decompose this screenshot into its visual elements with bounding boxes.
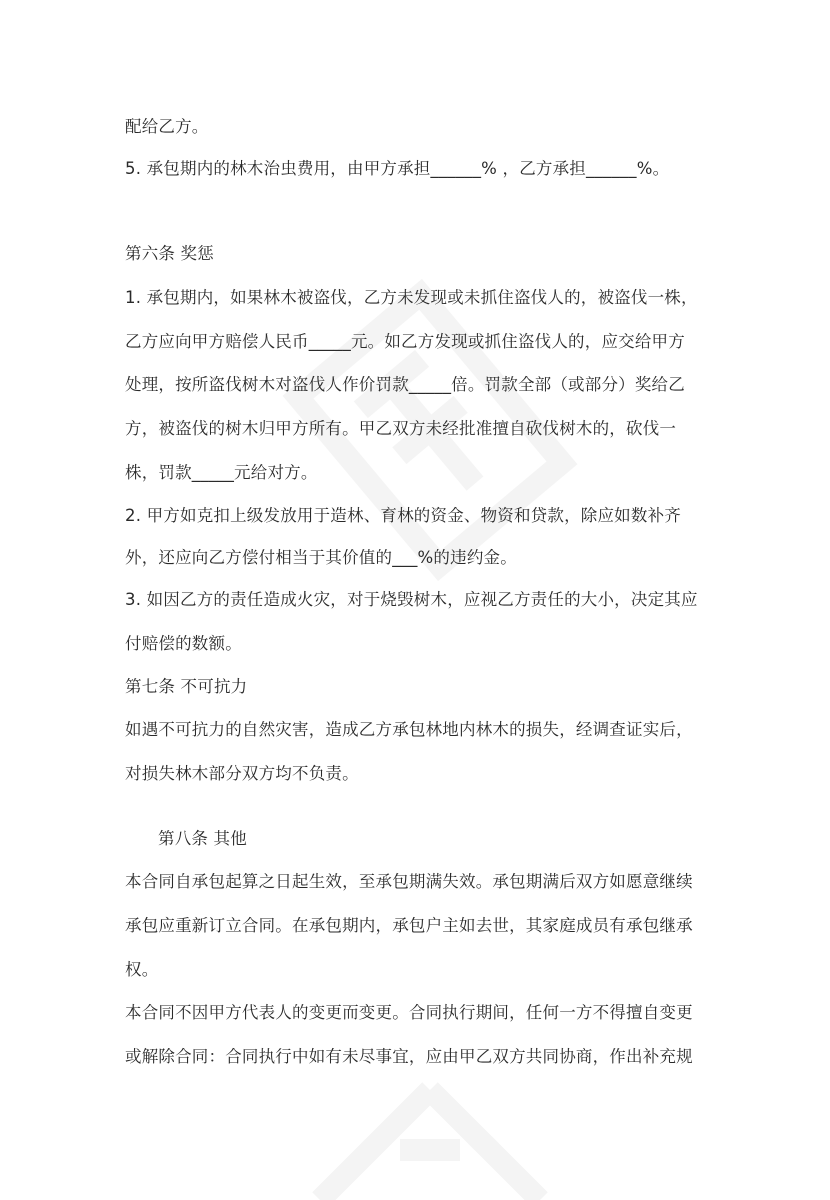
text-line: 对损失林木部分双方均不负责。 xyxy=(125,764,359,783)
text-line: 5. 承包期内的林木治虫费用，由甲方承担______% ，乙方承担______%。 xyxy=(125,159,670,178)
text-line: 乙方应向甲方赔偿人民币_____元。如乙方发现或抓住盗伐人的，应交给甲方 xyxy=(125,332,685,351)
text-line: 如遇不可抗力的自然灾害，造成乙方承包林地内林木的损失，经调查证实后， xyxy=(125,720,693,739)
text-line: 2. 甲方如克扣上级发放用于造林、育林的资金、物资和贷款，除应如数补齐 xyxy=(125,506,681,525)
text-line: 或解除合同：合同执行中如有未尽事宜，应由甲乙双方共同协商，作出补充规 xyxy=(125,1047,693,1066)
text-line: 本合同不因甲方代表人的变更而变更。合同执行期间，任何一方不得擅自变更 xyxy=(125,1003,693,1022)
text-line: 配给乙方。 xyxy=(125,117,209,136)
text-line: 株，罚款_____元给对方。 xyxy=(125,463,318,482)
text-line: 本合同自承包起算之日起生效，至承包期满失效。承包期满后双方如愿意继续 xyxy=(125,872,693,891)
text-line: 1. 承包期内，如果林木被盗伐，乙方未发现或未抓住盗伐人的，被盗伐一株， xyxy=(125,288,698,307)
text-line: 外，还应向乙方偿付相当于其价值的___%的违约金。 xyxy=(125,548,517,567)
text-line: 处理，按所盗伐树木对盗伐人作价罚款_____倍。罚款全部（或部分）奖给乙 xyxy=(125,375,685,394)
section-heading-6: 第六条 奖惩 xyxy=(125,244,214,263)
section-heading-8: 第八条 其他 xyxy=(158,829,247,848)
text-line: 方，被盗伐的树木归甲方所有。甲乙双方未经批准擅自砍伐树木的，砍伐一 xyxy=(125,419,677,438)
text-line: 权。 xyxy=(125,960,159,979)
text-line: 付赔偿的数额。 xyxy=(125,634,242,653)
section-heading-7: 第七条 不可抗力 xyxy=(125,677,248,696)
text-line: 承包应重新订立合同。在承包期内，承包户主如去世，其家庭成员有承包继承 xyxy=(125,916,693,935)
text-line: 3. 如因乙方的责任造成火灾，对于烧毁树木，应视乙方责任的大小，决定其应 xyxy=(125,590,698,609)
watermark-bottom-icon xyxy=(300,1080,560,1200)
